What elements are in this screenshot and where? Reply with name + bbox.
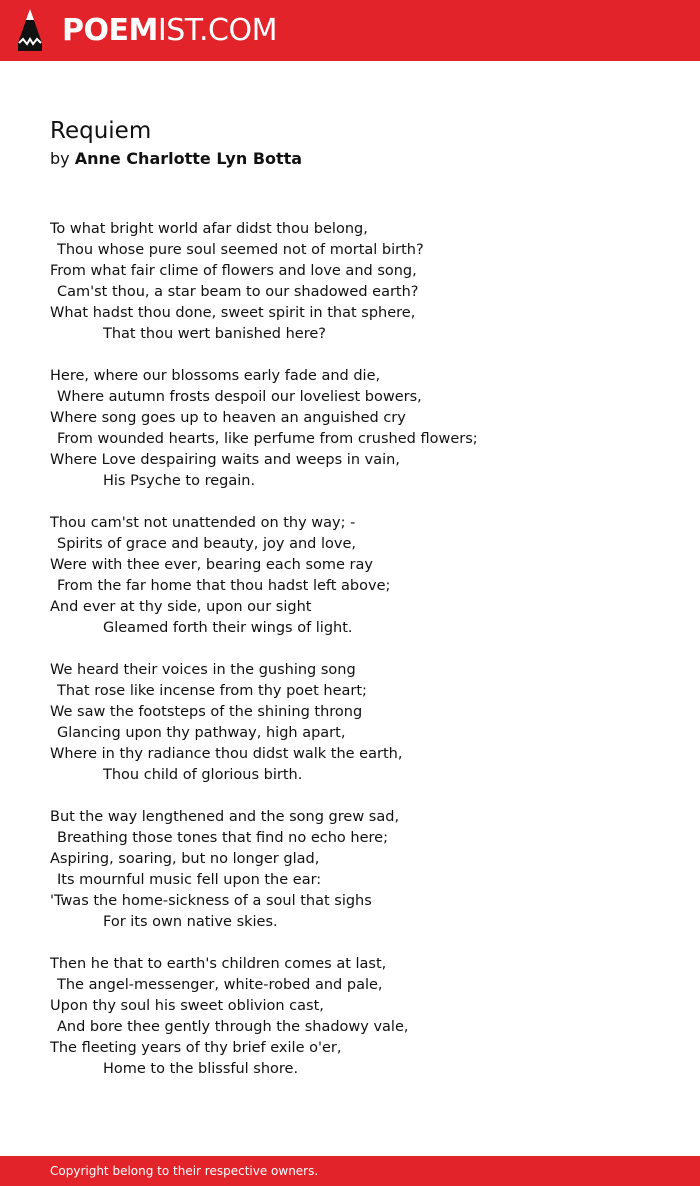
poem-line: For its own native skies.: [103, 914, 278, 930]
poem-line: Spirits of grace and beauty, joy and love,: [57, 536, 356, 552]
copyright-text: Copyright belong to their respective owners.: [50, 1164, 319, 1178]
poem-line: From wounded hearts, like perfume from crushed flowers;: [57, 431, 478, 447]
poem-stanza: [50, 660, 670, 786]
site-logo-text[interactable]: [62, 12, 277, 50]
poem-line: Where autumn frosts despoil our loveliest bowers,: [57, 389, 422, 405]
poem-line: Home to the blissful shore.: [103, 1061, 299, 1077]
poem-line: That rose like incense from thy poet heart;: [57, 683, 367, 699]
poem-line: Were with thee ever, bearing each some ray: [50, 557, 373, 573]
poem-line: From the far home that thou hadst left above;: [57, 578, 391, 594]
poem-line: And bore thee gently through the shadowy vale,: [57, 1019, 409, 1035]
site-header: [0, 0, 700, 61]
poem-stanza: [50, 954, 670, 1080]
poem-line: Gleamed forth their wings of light.: [103, 620, 353, 636]
poem-line: From what fair clime of flowers and love and song,: [50, 263, 417, 279]
poem-stanza: [50, 513, 670, 639]
byline-prefix: by: [50, 149, 70, 168]
poem-line: Where in thy radiance thou didst walk the earth,: [50, 746, 403, 762]
pencil-tip-icon[interactable]: [18, 9, 42, 51]
poem-line: What hadst thou done, sweet spirit in that sphere,: [50, 305, 416, 321]
brand-rest: IST.COM: [157, 13, 277, 48]
poem-line: But the way lengthened and the song grew sad,: [50, 809, 400, 825]
poem-line: Glancing upon thy pathway, high apart,: [57, 725, 346, 741]
poem-line: Cam'st thou, a star beam to our shadowed earth?: [57, 284, 419, 300]
poem-line: Aspiring, soaring, but no longer glad,: [50, 851, 320, 867]
poem-line: 'Twas the home-sickness of a soul that sighs: [50, 893, 372, 909]
poem-line: Its mournful music fell upon the ear:: [57, 872, 322, 888]
poem-line: His Psyche to regain.: [103, 473, 256, 489]
poem-title: Requiem: [50, 118, 152, 144]
poem-line: Where Love despairing waits and weeps in vain,: [50, 452, 400, 468]
poem-stanza: [50, 366, 670, 492]
poem-line: The angel-messenger, white-robed and pale,: [57, 977, 383, 993]
poem-line: The fleeting years of thy brief exile o'er,: [50, 1040, 342, 1056]
poem-line: Thou whose pure soul seemed not of mortal birth?: [57, 242, 424, 258]
poem-line: We saw the footsteps of the shining throng: [50, 704, 363, 720]
poem-stanza: [50, 807, 670, 933]
poem-line: And ever at thy side, upon our sight: [50, 599, 312, 615]
poem-author: Anne Charlotte Lyn Botta: [74, 149, 303, 168]
poem-line: That thou wert banished here?: [103, 326, 326, 342]
poem-stanza: [50, 219, 670, 345]
poem-line: Upon thy soul his sweet oblivion cast,: [50, 998, 324, 1014]
poem-line: We heard their voices in the gushing song: [50, 662, 356, 678]
poem-line: Thou cam'st not unattended on thy way; -: [50, 515, 356, 531]
poem-line: Then he that to earth's children comes at last,: [50, 956, 387, 972]
poem-line: Where song goes up to heaven an anguished cry: [50, 410, 406, 426]
brand-bold: POEM: [62, 13, 158, 48]
poem-byline: [50, 149, 302, 169]
site-footer: [0, 1156, 700, 1186]
poem-line: Here, where our blossoms early fade and die,: [50, 368, 381, 384]
poem-line: Thou child of glorious birth.: [103, 767, 303, 783]
poem-line: To what bright world afar didst thou belong,: [50, 221, 368, 237]
poem-body: [50, 219, 670, 1101]
poem-line: Breathing those tones that find no echo here;: [57, 830, 388, 846]
